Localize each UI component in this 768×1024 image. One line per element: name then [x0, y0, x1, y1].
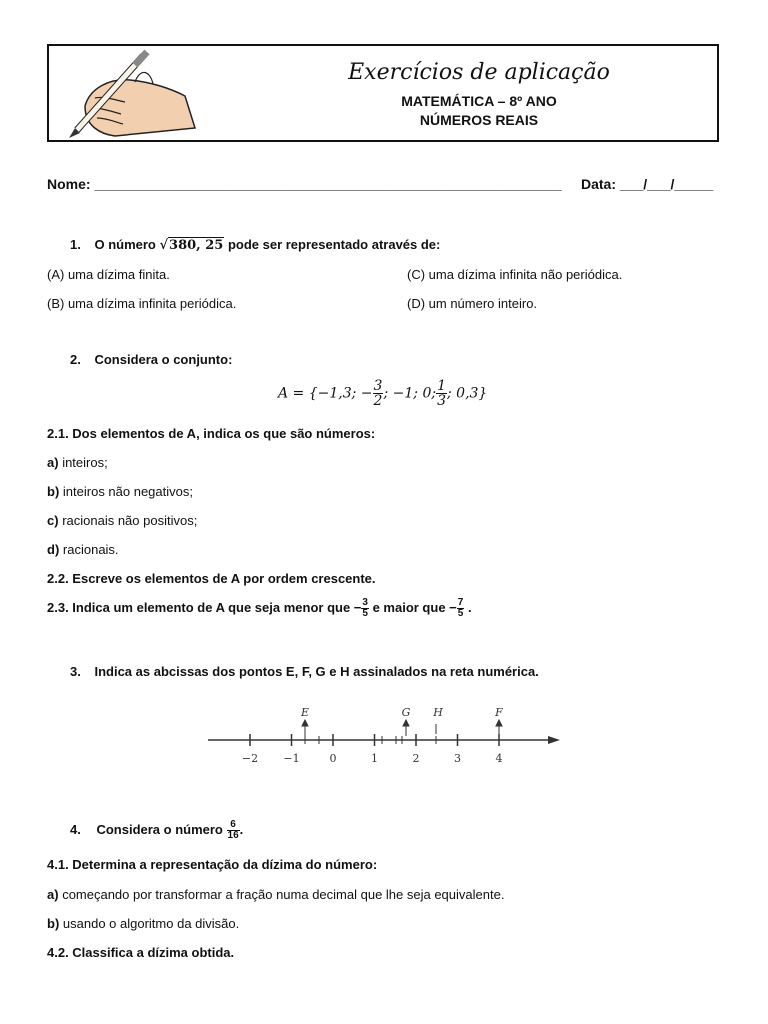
point-label-e: E	[300, 706, 310, 719]
question-4-1: 4.1. Determina a representação da dízima do número:	[47, 857, 378, 872]
item-text: racionais.	[62, 542, 119, 557]
option-b: (B) uma dízima infinita periódica.	[47, 296, 237, 311]
square-root-expression: √380, 25	[159, 238, 224, 253]
denominator: 16	[227, 830, 239, 841]
item-a	[47, 455, 108, 470]
question-2	[70, 352, 232, 367]
denominator: 3	[437, 393, 446, 409]
fraction-3-5	[361, 598, 369, 619]
header-box	[47, 44, 719, 142]
date-field[interactable]: Data: ___/___/_____	[581, 176, 714, 192]
q4-end: .	[239, 821, 244, 837]
worksheet-title: Exercícios de aplicação	[348, 60, 610, 85]
hand-writing-pencil-illustration	[55, 48, 205, 140]
point-labels	[300, 706, 503, 719]
question-1	[70, 237, 440, 253]
question-4-2: 4.2. Classifica a dízima obtida.	[47, 945, 235, 960]
name-field[interactable]: Nome: ____________________________________________________________	[47, 176, 562, 192]
tick-label: 0	[329, 752, 337, 765]
denominator: 2	[373, 393, 383, 409]
q23-text-a: 2.3. Indica um elemento de A que seja menor que −	[47, 599, 362, 615]
item-text: inteiros não negativos;	[62, 484, 193, 499]
item-4a	[47, 887, 504, 902]
tick-labels	[242, 752, 503, 765]
q23-text-b: e maior que −	[372, 599, 457, 615]
q2-text: Considera o conjunto:	[94, 352, 233, 367]
question-2-1: 2.1. Dos elementos de A, indica os que são números:	[47, 426, 376, 441]
question-2-2: 2.2. Escreve os elementos de A por ordem crescente.	[47, 571, 376, 586]
item-4b	[47, 916, 239, 931]
worksheet-topic: NÚMEROS REAIS	[419, 112, 539, 128]
numerator: 6	[227, 820, 240, 831]
denominator: 5	[362, 608, 368, 619]
option-a: (A) uma dízima finita.	[47, 267, 170, 282]
denominator: 5	[457, 608, 464, 619]
fraction-3-2	[373, 379, 384, 408]
set-a-expression	[278, 379, 487, 408]
numerator: 3	[373, 378, 383, 394]
number-line	[200, 700, 570, 772]
question-number: 4.	[70, 821, 81, 837]
item-d	[47, 542, 119, 557]
question-number: 3.	[70, 664, 81, 679]
question-2-3	[47, 598, 472, 619]
item-label: d)	[47, 542, 60, 557]
tick-label: 4	[495, 752, 503, 765]
radicand: 380, 25	[169, 238, 224, 253]
q1-text-after: pode ser representado através de:	[227, 237, 441, 252]
item-c	[47, 513, 197, 528]
item-text: inteiros;	[62, 455, 108, 470]
tick-label: 3	[454, 752, 461, 765]
point-label-h: H	[433, 706, 443, 719]
item-b	[47, 484, 193, 499]
numerator: 1	[437, 378, 446, 394]
tick-label: −2	[241, 752, 259, 765]
q4-text: Considera o número	[96, 821, 223, 837]
fraction-7-5	[457, 598, 465, 619]
worksheet-subject: MATEMÁTICA – 8º ANO	[401, 93, 557, 109]
q3-text: Indica as abcissas dos pontos E, F, G e H assinalados na reta numérica.	[94, 664, 539, 679]
numerator: 7	[457, 597, 464, 608]
item-text: começando por transformar a fração numa decimal que lhe seja equivalente.	[62, 887, 505, 902]
question-number: 1.	[70, 237, 81, 252]
item-label: a)	[47, 887, 59, 902]
item-label: b)	[47, 916, 60, 931]
question-3	[70, 664, 539, 679]
item-text: racionais não positivos;	[62, 513, 198, 528]
point-label-g: G	[401, 706, 411, 719]
tick-label: 1	[371, 752, 378, 765]
set-suffix: ; 0,3}	[447, 385, 488, 402]
fraction-1-3	[436, 379, 447, 408]
tick-label: 2	[412, 752, 420, 765]
question-number: 2.	[70, 352, 81, 367]
tick-label: −1	[283, 752, 300, 765]
q23-end: .	[467, 599, 472, 615]
option-d: (D) um número inteiro.	[407, 296, 538, 311]
point-label-f: F	[495, 706, 503, 719]
item-label: b)	[47, 484, 60, 499]
item-label: a)	[47, 455, 59, 470]
option-c: (C) uma dízima infinita não periódica.	[407, 267, 623, 282]
item-text: usando o algoritmo da divisão.	[62, 916, 240, 931]
item-label: c)	[47, 513, 59, 528]
point-markers	[302, 720, 502, 736]
set-prefix: A = {−1,3; −	[278, 385, 373, 402]
axis-arrow	[548, 736, 560, 744]
fraction-6-16	[227, 820, 240, 841]
question-4	[70, 820, 243, 841]
set-middle: ; −1; 0;	[383, 385, 437, 402]
numerator: 3	[362, 597, 368, 608]
q1-text-before: O número	[94, 237, 156, 252]
